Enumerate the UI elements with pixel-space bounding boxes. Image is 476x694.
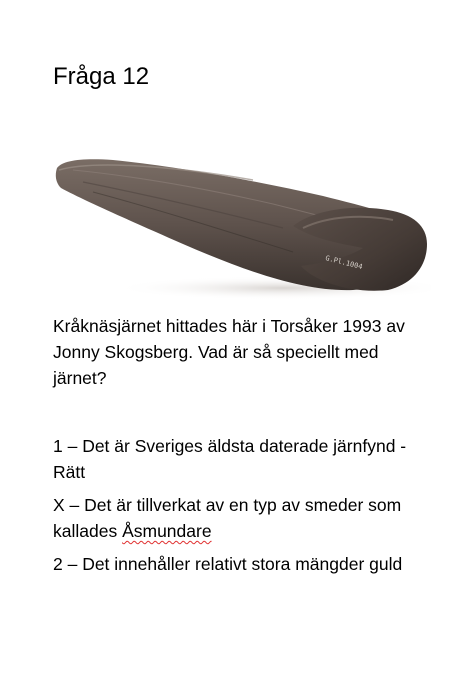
iron-blade-photo [53,148,431,302]
option-1: 1 – Det är Sveriges äldsta daterade järnfynd - Rätt [53,436,407,482]
spellcheck-word: Åsmundare [122,521,212,541]
option-2: 2 – Det innehåller relativt stora mängder guld [53,554,403,574]
iron-blade-icon [53,148,431,302]
inscription-label: G.Pl.1004 [324,254,364,272]
option-x [53,492,433,544]
option-x-text: X – Det är tillverkat av en typ av smeder som kallades [53,495,402,541]
question-text: Kråknäsjärnet hittades här i Torsåker 1993 av Jonny Skogsberg. Vad är så speciellt med järnet? [53,316,405,388]
page-title: Fråga 12 [53,63,150,90]
